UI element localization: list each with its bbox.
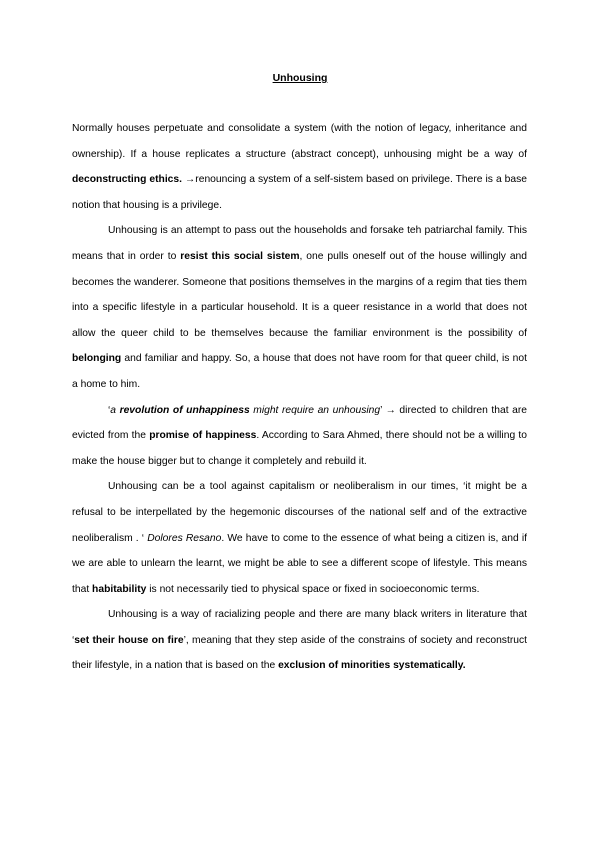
- quote-mark: ‘: [108, 404, 111, 416]
- quote-bold-text: revolution of unhappiness: [119, 404, 250, 416]
- text-run: Normally houses perpetuate and consolidate a system (with the notion of legacy, inheritance and ownership). If a house replicates a structure (abstract concept), unhousing might be a way of: [72, 123, 527, 160]
- text-run: is not necessarily tied to physical space or fixed in socioeconomic terms.: [146, 583, 480, 595]
- text-run: Unhousing is a way of racializing people and there are many black writers in literature that ‘: [72, 609, 527, 646]
- bold-text: resist this social sistem: [180, 250, 300, 262]
- author-citation: Dolores Resano: [147, 532, 222, 544]
- quote-mark: ’: [380, 404, 383, 416]
- document-body: [72, 116, 527, 679]
- text-run: → directed to children that are evicted from the: [72, 404, 527, 442]
- document-title: Unhousing: [272, 72, 328, 84]
- bold-text: habitability: [92, 583, 147, 595]
- bold-text: exclusion of minorities systematically.: [278, 660, 466, 672]
- bold-text: belonging: [72, 353, 122, 365]
- quote-text: a: [110, 404, 120, 416]
- bold-text: promise of happiness: [149, 430, 257, 442]
- paragraph-4: [72, 474, 527, 602]
- paragraph-2: [72, 218, 527, 397]
- text-run: . We have to come to the essence of what being a citizen is, and if we are able to unlearn the learnt, we might be able to see a different scope of lifestyle. This means that: [72, 532, 527, 595]
- text-run: →renouncing a system of a self-sistem based on privilege. There is a base notion that housing is a privilege.: [72, 174, 527, 211]
- bold-text: set their house on fire: [74, 634, 184, 646]
- paragraph-3: [72, 398, 527, 475]
- text-run: and familiar and happy. So, a house that does not have room for that queer child, is not a home to him.: [72, 353, 527, 390]
- bold-text: deconstructing ethics.: [72, 174, 182, 186]
- text-run: , one pulls oneself out of the house willingly and becomes the wanderer. Someone that positions themselves in the margins of a regim that ties them into a specific lifestyle in a particular household. It is a queer resistance in a world that does not allow the queer child to be themselves because the familiar environment is the possibility of: [72, 250, 527, 339]
- paragraph-1: [72, 116, 527, 218]
- paragraph-5: [72, 602, 527, 679]
- text-run: ’, meaning that they step aside of the constrains of society and reconstruct their lifestyle, in a nation that is based on the: [72, 634, 527, 672]
- text-run: Unhousing can be a tool against capitalism or neoliberalism in our times, ‘it might be a refusal to be interpellated by the hegemonic discourses of the national self and of the extractive neoliberalism . ‘: [72, 481, 527, 544]
- text-run: . According to Sara Ahmed, there should not be a willing to make the house bigger but to change it completely and rebuild it.: [72, 430, 527, 467]
- text-run: Unhousing is an attempt to pass out the households and forsake teh patriarchal family. This means that in order to: [72, 225, 527, 262]
- quote-text: might require an unhousing: [249, 404, 381, 416]
